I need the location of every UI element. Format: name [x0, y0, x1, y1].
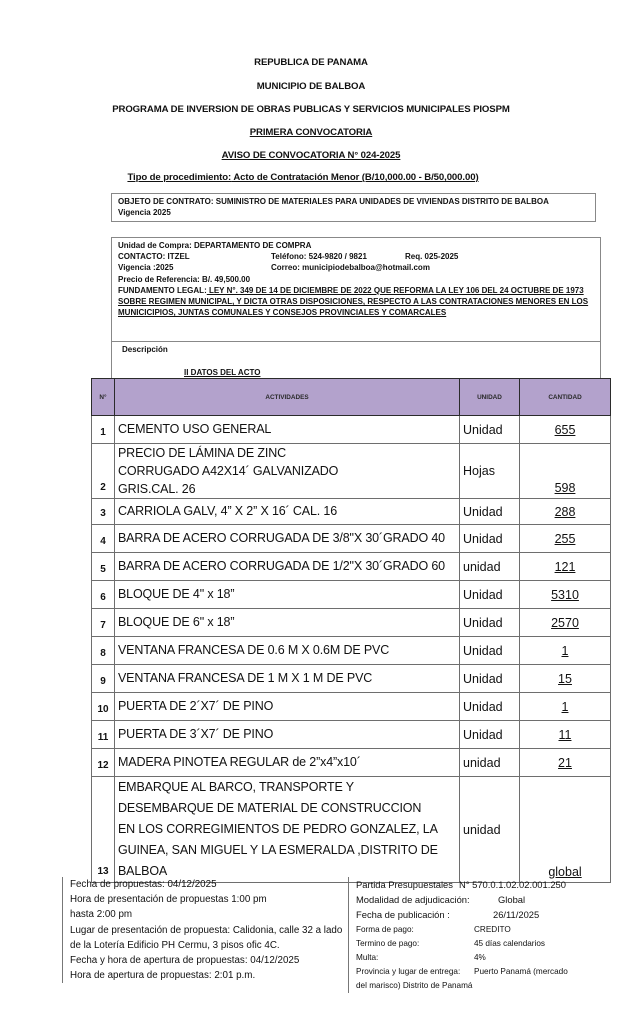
row-number: 2	[92, 444, 115, 499]
purchase-info-box	[111, 237, 601, 341]
row-number: 8	[92, 637, 115, 665]
header-country: REPUBLICA DE PANAMA	[254, 57, 368, 68]
quantity-value: 1	[561, 699, 569, 714]
row-quantity	[520, 499, 611, 525]
row-unit: unidad	[460, 777, 520, 883]
row-unit: Hojas	[460, 444, 520, 499]
opening-time: Hora de apertura de propuestas: 2:01 p.m.	[70, 970, 256, 982]
proposal-place-cont: de la Lotería Edificio PH Cermu, 3 pisos ofic 4C.	[70, 939, 280, 951]
row-number: 5	[92, 553, 115, 581]
description-box	[111, 341, 601, 379]
payment-term-value: 45 días calendarios	[474, 938, 546, 948]
header-aviso: AVISO DE CONVOCATORIA N° 024-2025	[221, 150, 401, 161]
quantity-value: global	[548, 865, 582, 879]
row-activity: BARRA DE ACERO CORRUGADA DE 3/8"X 30´GRADO 40	[115, 525, 460, 553]
delivery-value-cont: del marisco) Distrito de Panamá	[356, 980, 473, 990]
quantity-value: 288	[554, 504, 576, 519]
row-number: 1	[92, 416, 115, 444]
col-quantity: CANTIDAD	[520, 379, 611, 416]
row-activity: PRECIO DE LÁMINA DE ZINC CORRUGADO A42X14´ GALVANIZADO GRIS.CAL. 26	[115, 444, 460, 499]
row-quantity	[520, 777, 611, 883]
requisition: Req. 025-2025	[405, 252, 459, 262]
row-unit: Unidad	[460, 525, 520, 553]
budget-info	[348, 877, 622, 993]
legal-basis-text: LEY N°. 349 DE 14 DE DICIEMBRE DE 2022 QUE REFORMA LA LEY 106 DEL 24 OCTUBRE DE 1973 SOBRE REGIMEN MUNICIPAL, Y DICTA OTRAS DISPOSICIONES, RESPECTO A LAS CONTRATACIONES MENORES EN LOS MUNICICIPIOS, JUNTAS COMUNALES Y CONSEJOS PROVINCIALES Y COMARCALES	[118, 285, 589, 318]
quantity-value: 5310	[551, 587, 579, 602]
legal-basis-label: FUNDAMENTO LEGAL:	[118, 285, 207, 295]
proposal-time-end: hasta 2:00 pm	[70, 909, 133, 921]
table-header-row	[92, 379, 611, 416]
penalty-value: 4%	[474, 952, 486, 962]
quantity-value: 21	[558, 755, 572, 770]
row-quantity	[520, 444, 611, 499]
row-number: 12	[92, 749, 115, 777]
row-unit: Unidad	[460, 721, 520, 749]
row-unit: unidad	[460, 553, 520, 581]
table-row	[92, 416, 611, 444]
quantity-value: 1	[561, 643, 569, 658]
row-quantity	[520, 721, 611, 749]
table-row	[92, 444, 611, 499]
opening-date: Fecha y hora de apertura de propuestas: 04/12/2025	[70, 955, 300, 967]
row-quantity	[520, 525, 611, 553]
table-row	[92, 637, 611, 665]
publication-date-label: Fecha de publicación :	[356, 909, 450, 921]
validity: Vigencia :2025	[118, 263, 174, 273]
row-quantity	[520, 609, 611, 637]
row-activity: EMBARQUE AL BARCO, TRANSPORTE Y DESEMBARQUE DE MATERIAL DE CONSTRUCCION EN LOS CORREGIMIENTOS DE PEDRO GONZALEZ, LA GUINEA, SAN MIGUEL Y LA ESMERALDA ,DISTRITO DE BALBOA	[115, 777, 460, 883]
row-activity: BLOQUE DE 6" x 18”	[115, 609, 460, 637]
table-row	[92, 693, 611, 721]
delivery-value: Puerto Panamá (mercado	[474, 966, 568, 976]
quantity-value: 11	[558, 727, 572, 742]
budget-line-value: N° 570.0.1.02.02.001.250	[459, 879, 566, 890]
col-number: N°	[92, 379, 115, 416]
row-unit: Unidad	[460, 416, 520, 444]
row-quantity	[520, 749, 611, 777]
payment-form-label: Forma de pago:	[356, 924, 414, 934]
quantity-value: 15	[558, 671, 572, 686]
row-unit: Unidad	[460, 665, 520, 693]
row-unit: Unidad	[460, 581, 520, 609]
items-table	[91, 378, 611, 883]
row-activity: CARRIOLA GALV, 4” X 2” X 16´ CAL. 16	[115, 499, 460, 525]
row-unit: Unidad	[460, 637, 520, 665]
proposal-place: Lugar de presentación de propuesta: Calidonia, calle 32 a lado	[70, 924, 343, 936]
penalty-label: Multa:	[356, 952, 379, 962]
row-quantity	[520, 637, 611, 665]
row-quantity	[520, 416, 611, 444]
contract-object: OBJETO DE CONTRATO: SUMINISTRO DE MATERIALES PARA UNIDADES DE VIVIENDAS DISTRITO DE BALBOA	[118, 197, 549, 206]
row-number: 6	[92, 581, 115, 609]
col-activities: ACTIVIDADES	[115, 379, 460, 416]
row-activity: VENTANA FRANCESA DE 0.6 M X 0.6M DE PVC	[115, 637, 460, 665]
description-label: Descripción	[122, 345, 168, 354]
table-row	[92, 777, 611, 883]
header-program: PROGRAMA DE INVERSION DE OBRAS PUBLICAS Y SERVICIOS MUNICIPALES PIOSPM	[112, 104, 510, 115]
reference-price: Precio de Referencia: B/. 49,500.00	[118, 274, 251, 284]
row-unit: Unidad	[460, 609, 520, 637]
quantity-value: 2570	[551, 615, 579, 630]
contact: CONTACTO: ITZEL	[118, 252, 190, 262]
proposal-info	[62, 877, 352, 983]
row-number: 10	[92, 693, 115, 721]
row-unit: unidad	[460, 749, 520, 777]
table-row	[92, 665, 611, 693]
award-mode-value: Global	[498, 894, 526, 906]
row-unit: Unidad	[460, 693, 520, 721]
publication-date-value: 26/11/2025	[493, 909, 540, 921]
row-quantity	[520, 693, 611, 721]
table-row	[92, 499, 611, 525]
row-quantity	[520, 665, 611, 693]
quantity-value: 655	[554, 422, 576, 437]
table-row	[92, 749, 611, 777]
delivery-label: Provincia y lugar de entrega:	[356, 966, 461, 976]
row-activity: PUERTA DE 3´X7´ DE PINO	[115, 721, 460, 749]
procedure-value: Acto de Contratación Menor (B/10,000.00 - B/50,000.00)	[231, 172, 479, 183]
quantity-value: 598	[554, 481, 576, 495]
table-row	[92, 525, 611, 553]
row-number: 13	[92, 777, 115, 883]
contract-validity: Vigencia 2025	[118, 208, 171, 218]
row-activity: CEMENTO USO GENERAL	[115, 416, 460, 444]
row-number: 7	[92, 609, 115, 637]
row-number: 3	[92, 499, 115, 525]
payment-term-label: Termino de pago:	[356, 938, 420, 948]
table-row	[92, 581, 611, 609]
procedure-label: Tipo de procedimiento:	[127, 172, 232, 183]
header-convocatoria: PRIMERA CONVOCATORIA	[249, 127, 373, 138]
table-row	[92, 609, 611, 637]
phone: Teléfono: 524-9820 / 9821	[271, 252, 367, 262]
contract-object-box	[111, 193, 596, 222]
row-activity: VENTANA FRANCESA DE 1 M X 1 M DE PVC	[115, 665, 460, 693]
table-row	[92, 721, 611, 749]
row-activity: BLOQUE DE 4" x 18”	[115, 581, 460, 609]
act-data-heading: II DATOS DEL ACTO	[184, 368, 261, 378]
table-row	[92, 553, 611, 581]
legal-basis	[118, 285, 594, 319]
proposal-time: Hora de presentación de propuestas 1:00 pm	[70, 894, 267, 906]
row-quantity	[520, 553, 611, 581]
proposal-date: Fecha de propuestas: 04/12/2025	[70, 879, 217, 890]
header-municipality: MUNICIPIO DE BALBOA	[256, 81, 366, 92]
procedure-type	[0, 172, 614, 183]
purchase-unit: Unidad de Compra: DEPARTAMENTO DE COMPRA	[118, 241, 312, 250]
row-unit: Unidad	[460, 499, 520, 525]
col-unit: UNIDAD	[460, 379, 520, 416]
row-quantity	[520, 581, 611, 609]
email[interactable]: Correo: municipiodebalboa@hotmail.com	[271, 263, 430, 273]
budget-line-label: Partida Presupuestales	[356, 879, 453, 890]
row-activity: MADERA PINOTEA REGULAR de 2”x4”x10´	[115, 749, 460, 777]
quantity-value: 121	[554, 559, 576, 574]
row-number: 11	[92, 721, 115, 749]
row-number: 4	[92, 525, 115, 553]
row-number: 9	[92, 665, 115, 693]
row-activity: BARRA DE ACERO CORRUGADA DE 1/2"X 30´GRADO 60	[115, 553, 460, 581]
payment-form-value: CREDITO	[474, 924, 511, 934]
quantity-value: 255	[554, 531, 576, 546]
row-activity: PUERTA DE 2´X7´ DE PINO	[115, 693, 460, 721]
award-mode-label: Modalidad de adjudicación:	[356, 894, 470, 906]
